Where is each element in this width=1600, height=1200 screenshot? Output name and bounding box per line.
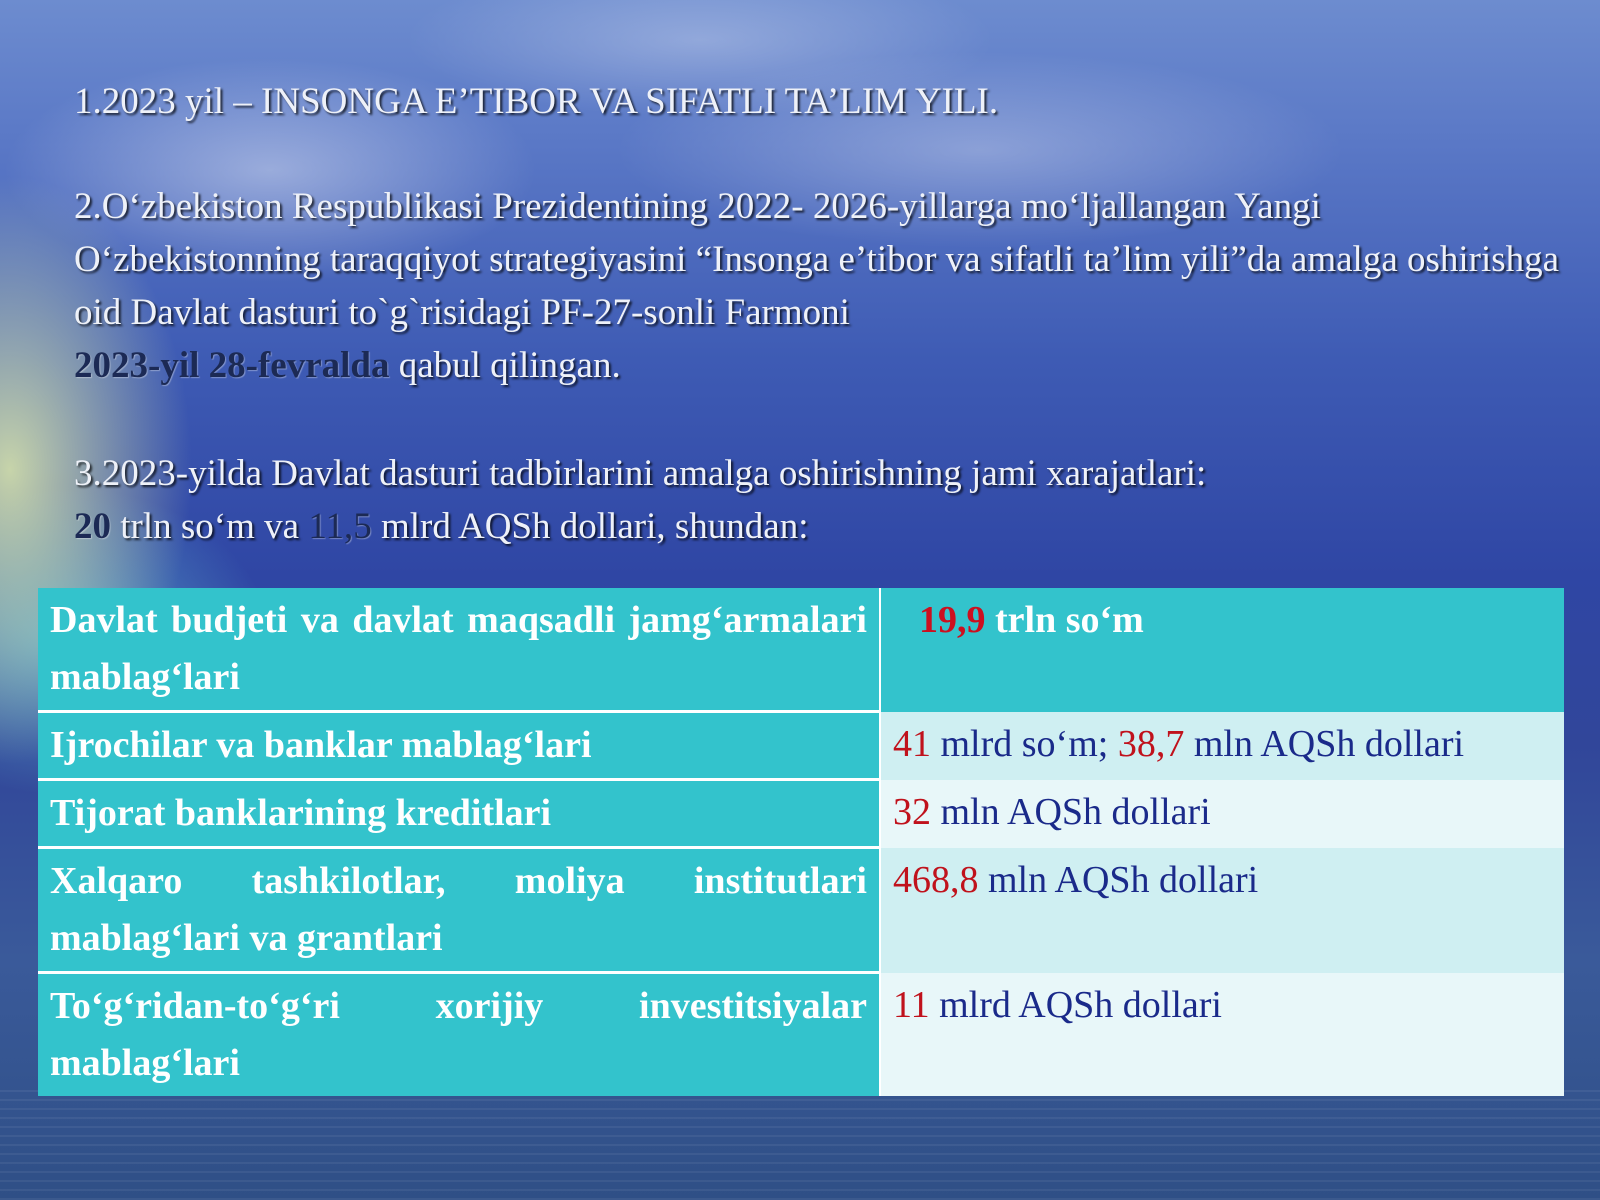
amount-number: 32 [893, 790, 931, 833]
paragraph-1-text: 1.2023 yil – INSONGA E’TIBOR VA SIFATLI TA’LIM YILI. [74, 81, 999, 122]
amount-text: mln AQSh dollari [931, 790, 1211, 833]
source-label: Xalqaro tashkilotlar, moliya institutlari mablag‘lari va grantlari [38, 848, 880, 973]
source-label: To‘g‘ridan-to‘g‘ri xorijiy investitsiyalar mablag‘lari [38, 973, 880, 1097]
amount-text: mlrd AQSh dollari [929, 983, 1222, 1026]
source-label: Ijrochilar va banklar mablag‘lari [38, 712, 880, 780]
source-amount [880, 973, 1564, 1097]
amount-number: 19,9 [919, 599, 986, 641]
amount-number: 41 [893, 722, 931, 765]
paragraph-2 [74, 180, 1564, 392]
table-row [38, 712, 1564, 780]
total-usd-number: 11,5 [308, 506, 372, 547]
paragraph-2-end: qabul qilingan. [389, 345, 621, 386]
table-row [38, 848, 1564, 973]
amount-text-2: mln AQSh dollari [1184, 722, 1465, 765]
amount-number: 11 [893, 983, 930, 1026]
paragraph-3 [74, 447, 1564, 553]
table-row [38, 588, 1564, 712]
amount-number: 468,8 [893, 858, 979, 901]
amount-text: mln AQSh dollari [978, 858, 1259, 901]
source-amount [880, 588, 1564, 712]
paragraph-2-text: 2.O‘zbekiston Respublikasi Prezidentining 2022- 2026-yillarga mo‘ljallangan Yangi O‘zbekistonning taraqqiyot strategiyasini “Insonga e’tibor va sifatli ta’lim yili”da amalga oshirishga oid Davlat dasturi to`g`risidagi PF-27-sonli Farmoni [74, 186, 1560, 333]
table-row [38, 780, 1564, 848]
paragraph-1 [74, 75, 1564, 128]
decree-date: 2023-yil 28-fevralda [74, 345, 390, 386]
sea-texture [0, 1090, 1600, 1200]
total-sum-number: 20 [74, 506, 111, 547]
source-label: Tijorat banklarining kreditlari [38, 780, 880, 848]
source-label: Davlat budjeti va davlat maqsadli jamg‘armalari mablag‘lari [38, 588, 880, 712]
amount-text: trln so‘m [985, 599, 1144, 641]
paragraph-3-line1: 3.2023-yilda Davlat dasturi tadbirlarini amalga oshirishning jami xarajatlari: [74, 453, 1207, 494]
paragraph-3-end: mlrd AQSh dollari, shundan: [371, 506, 809, 547]
amount-text: mlrd so‘m; [931, 722, 1118, 765]
paragraph-3-mid: trln so‘m va [111, 506, 309, 547]
source-amount [880, 780, 1564, 848]
funding-sources-table [38, 588, 1564, 1096]
source-amount [880, 712, 1564, 780]
amount-number-2: 38,7 [1117, 722, 1185, 765]
table-row [38, 973, 1564, 1097]
source-amount [880, 848, 1564, 973]
